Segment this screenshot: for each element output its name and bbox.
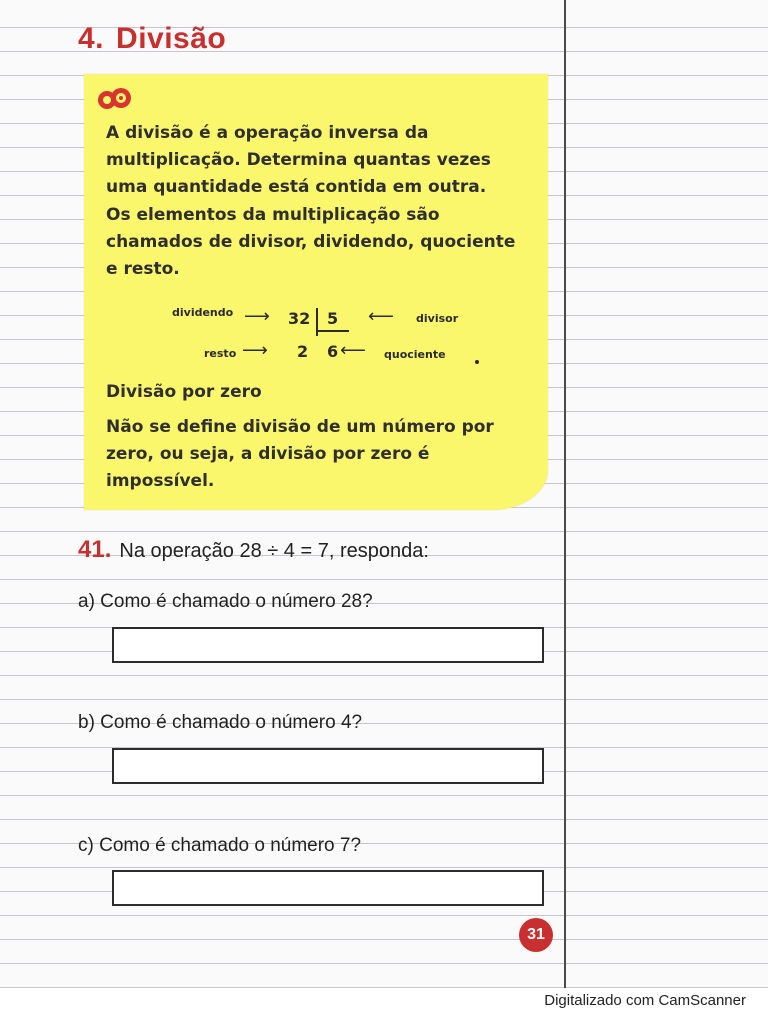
remainder-label: resto — [204, 347, 237, 360]
question-c: c) Como é chamado o número 7? — [78, 835, 362, 856]
section-title — [78, 22, 226, 56]
question-prompt: Na operação 28 ÷ 4 = 7, responda: — [119, 540, 429, 562]
remainder-value: 2 — [297, 342, 309, 361]
lightbulb-icon — [94, 84, 134, 114]
answer-box-b[interactable] — [112, 748, 544, 784]
question-b: b) Como é chamado o número 4? — [78, 712, 363, 733]
answer-box-a[interactable] — [112, 627, 544, 663]
scanner-watermark: Digitalizado com CamScanner — [544, 992, 746, 1009]
arrow-left-icon: ⟵ — [340, 340, 366, 361]
divisor-label: divisor — [416, 312, 459, 325]
diagram-dot — [475, 360, 479, 364]
division-by-zero-title: Divisão por zero — [106, 382, 262, 402]
division-definition: A divisão é a operação inversa da multiplicação. Determina quantas vezes uma quantidade está contida em outra. — [106, 123, 491, 197]
dividend-label: dividendo — [172, 306, 234, 319]
page-number-badge: 31 — [519, 918, 553, 952]
section-title-text: Divisão — [116, 22, 227, 55]
margin-line — [564, 0, 566, 988]
answer-box-c[interactable] — [112, 870, 544, 906]
division-elements: Os elementos da multiplicação são chamados de divisor, dividendo, quociente e resto. — [106, 205, 516, 279]
quotient-value: 6 — [327, 342, 339, 361]
question-a: a) Como é chamado o número 28? — [78, 591, 373, 612]
question-header — [78, 536, 429, 564]
division-bracket-horizontal — [317, 330, 349, 332]
division-by-zero-text: Não se define divisão de um número por zero, ou seja, a divisão por zero é impossível. — [106, 417, 494, 491]
note-card — [84, 74, 548, 510]
quotient-label: quociente — [384, 348, 446, 361]
arrow-right-icon: ⟶ — [244, 306, 270, 327]
divisor-value: 5 — [327, 309, 339, 328]
arrow-left-icon: ⟵ — [368, 306, 394, 327]
arrow-right-icon: ⟶ — [242, 340, 268, 361]
section-number: 4. — [78, 22, 105, 55]
question-number: 41. — [78, 536, 112, 563]
dividend-value: 32 — [288, 309, 311, 328]
